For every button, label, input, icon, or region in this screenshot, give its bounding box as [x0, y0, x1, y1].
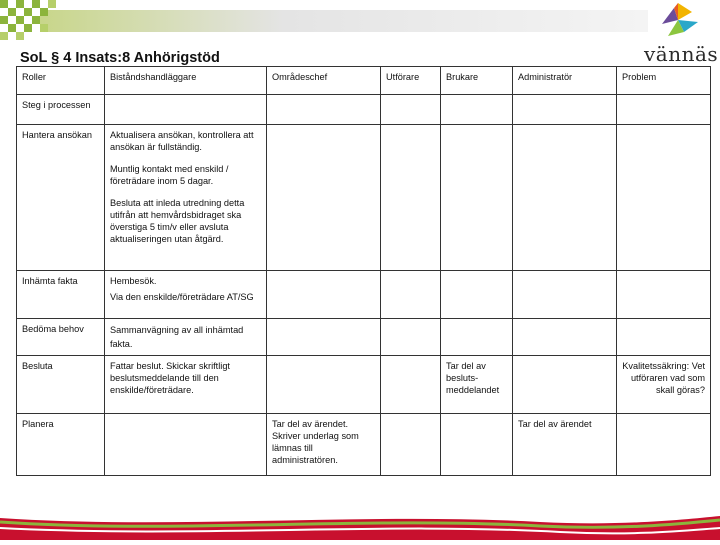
role-cell: Bedöma behov	[17, 319, 105, 356]
steps-row	[17, 95, 711, 125]
table-row	[17, 271, 711, 319]
role-cell: Hantera ansökan	[17, 125, 105, 271]
header-row	[17, 67, 711, 95]
role-cell: Planera	[17, 414, 105, 476]
table-row	[17, 319, 711, 356]
role-cell: Besluta	[17, 356, 105, 414]
footer-wave	[0, 508, 720, 540]
pinwheel-icon	[640, 0, 720, 42]
column-header-bistand: Biståndshandläggare	[105, 67, 267, 95]
process-table	[16, 66, 711, 476]
column-header-omradeschef: Områdeschef	[267, 67, 381, 95]
logo-text: vännäs	[644, 42, 719, 66]
administrator-cell: Tar del av ärendet	[513, 414, 617, 476]
column-header-brukare: Brukare	[441, 67, 513, 95]
column-header-administrator: Administratör	[513, 67, 617, 95]
column-header-utforare: Utförare	[381, 67, 441, 95]
column-header-problem: Problem	[617, 67, 711, 95]
omradeschef-cell: Tar del av ärendet. Skriver underlag som lämnas till administratören.	[267, 414, 381, 476]
page-title: SoL § 4 Insats:8 Anhörigstöd	[20, 50, 220, 66]
header-bar	[0, 0, 720, 40]
column-header-roles: Roller	[17, 67, 105, 95]
table-row	[17, 414, 711, 476]
table-row	[17, 356, 711, 414]
table-row	[17, 125, 711, 271]
role-cell: Inhämta fakta	[17, 271, 105, 319]
bistand-cell: Sammanvägning av all inhämtad fakta.	[105, 319, 267, 356]
bistand-cell: Aktualisera ansökan, kontrollera att ansökan är fullständig. Muntlig kontakt med enskild / företrädare inom 5 dagar. Besluta att inleda utredning detta utifrån att hemvårdsbidraget ska överstiga 5 tim/v eller avsluta aktualiseringen utan åtgärd.	[105, 125, 267, 271]
bistand-cell: Hembesök. Via den enskilde/företrädare AT/SG	[105, 271, 267, 319]
problem-cell: Kvalitetssäkring: Vet utföraren vad som skall göras?	[617, 356, 711, 414]
brukare-cell: Tar del av besluts-meddelandet	[441, 356, 513, 414]
steps-label: Steg i processen	[17, 95, 105, 125]
bistand-cell: Fattar beslut. Skickar skriftligt beslutsmeddelande till den enskilde/företrädare.	[105, 356, 267, 414]
